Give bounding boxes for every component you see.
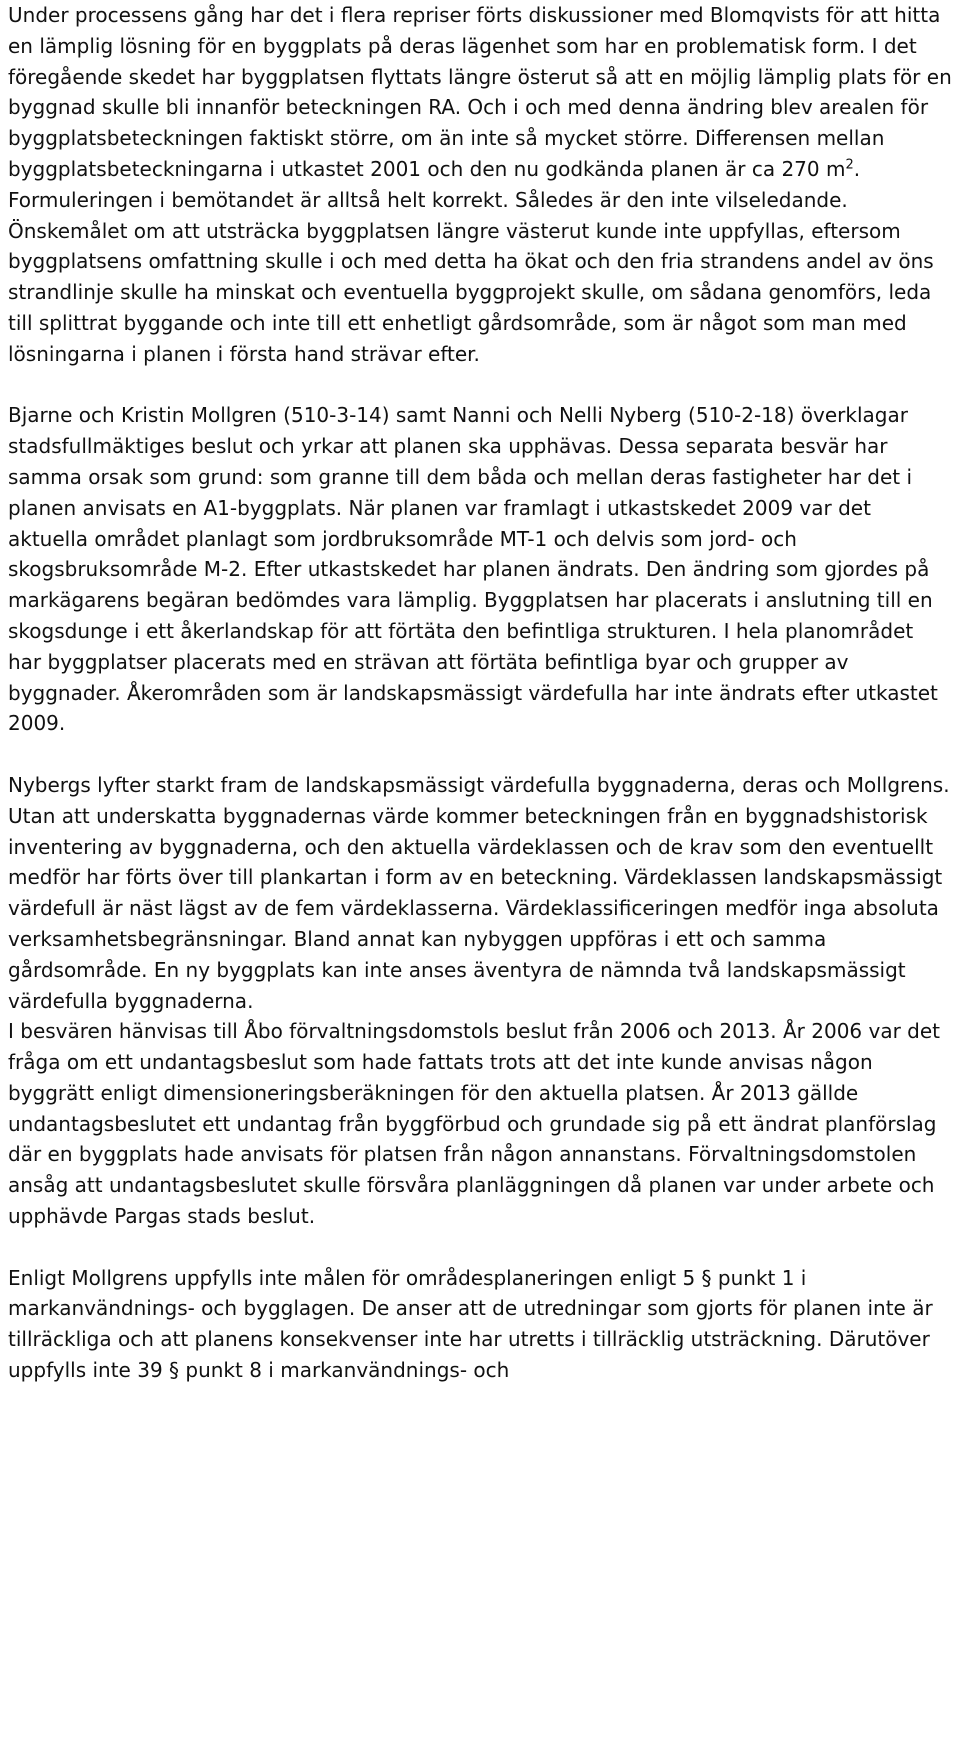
paragraph-vardefulla-byggnader: Nybergs lyfter starkt fram de landskapsmässigt värdefulla byggnaderna, deras och Mollgrens. Utan att underskatta byggnadernas värde kommer beteckningen från en byggnadshistorisk inventering av byggnaderna, och den aktuella värdeklassen och de krav som den eventuellt medför har förts över till plankartan i form av en beteckning. Värdeklassen landskapsmässigt värdefull är näst lägst av de fem värdeklasserna. Värdeklassificeringen medför inga absoluta verksamhetsbegränsningar. Bland annat kan nybyggen uppföras i ett och samma gårdsområde. En ny byggplats kan inte anses äventyra de nämnda två landskapsmässigt värdefulla byggnaderna. xyxy=(8,772,950,1013)
superscript: 2 xyxy=(845,157,854,173)
paragraph-gap xyxy=(8,370,952,401)
paragraph-text: . Formuleringen i bemötandet är alltså helt korrekt. Således är den inte vilseledande. Önskemålet om att utsträcka byggplatsen längre västerut kunde inte uppfyllas, eftersom byggplatsens omfattning skulle i och med detta ha ökat och den fria strandens andel av öns strandlinje skulle ha minskat och eventuella byggprojekt skulle, om sådana genomförs, leda till splittrat byggande och inte till ett enhetligt gårdsområde, som är något som man med lösningarna i planen i första hand strävar efter. xyxy=(8,156,934,366)
paragraph-forvaltningsdomstol: I besvären hänvisas till Åbo förvaltningsdomstols beslut från 2006 och 2013. År 2006 var det fråga om ett undantagsbeslut som hade fattats trots att det inte kunde anvisas någon byggrätt enligt dimensioneringsberäkningen för den aktuella platsen. År 2013 gällde undantagsbeslutet ett undantag från byggförbud och grundade sig på ett ändrat planförslag där en byggplats hade anvisats för platsen från någon annanstans. Förvaltningsdomstolen ansåg att undantagsbeslutet skulle försvåra planläggningen då planen var under arbete och upphävde Pargas stads beslut. xyxy=(8,1019,941,1229)
paragraph-markanvandningslag: Enligt Mollgrens uppfylls inte målen för områdesplaneringen enligt 5 § punkt 1 i markanvändnings- och bygglagen. De anser att de utredningar som gjorts för planen inte är tillräckliga och att planens konsekvenser inte har utretts i tillräcklig utsträckning. Därutöver uppfylls inte 39 § punkt 8 i markanvändnings- och xyxy=(8,1265,933,1383)
paragraph-mollgren-nyberg-besvar: Bjarne och Kristin Mollgren (510-3-14) samt Nanni och Nelli Nyberg (510-2-18) överklagar stadsfullmäktiges beslut och yrkar att planen ska upphävas. Dessa separata besvär har samma orsak som grund: som granne till dem båda och mellan deras fastigheter har det i planen anvisats en A1-byggplats. När planen var framlagt i utkastskedet 2009 var det aktuella området planlagt som jordbruksområde MT-1 och delvis som jord- och skogsbruksområde M-2. Efter utkastskedet har planen ändrats. Den ändring som gjordes på markägarens begäran bedömdes vara lämplig. Byggplatsen har placerats i anslutning till en skogsdunge i ett åkerlandskap för att förtäta den befintliga strukturen. I hela planområdet har byggplatser placerats med en strävan att förtäta befintliga byar och grupper av byggnader. Åkerområden som är landskapsmässigt värdefulla har inte ändrats efter utkastet 2009. xyxy=(8,403,938,736)
paragraph-text: Under processens gång har det i flera repriser förts diskussioner med Blomqvists för att hitta en lämplig lösning för en byggplats på deras lägenhet som har en problematisk form. I det föregående skedet har byggplatsen flyttats längre österut så att en möjlig lämplig plats för en byggnad skulle bli innanför beteckningen RA. Och i och med denna ändring blev arealen för byggplatsbeteckningen faktiskt större, om än inte så mycket större. Differensen mellan byggplatsbeteckningarna i utkastet 2001 och den nu godkända planen är ca 270 m xyxy=(8,3,952,181)
paragraph-byggplats-blomqvist xyxy=(8,0,952,370)
paragraph-gap xyxy=(8,739,952,770)
paragraph-gap xyxy=(8,1232,952,1263)
